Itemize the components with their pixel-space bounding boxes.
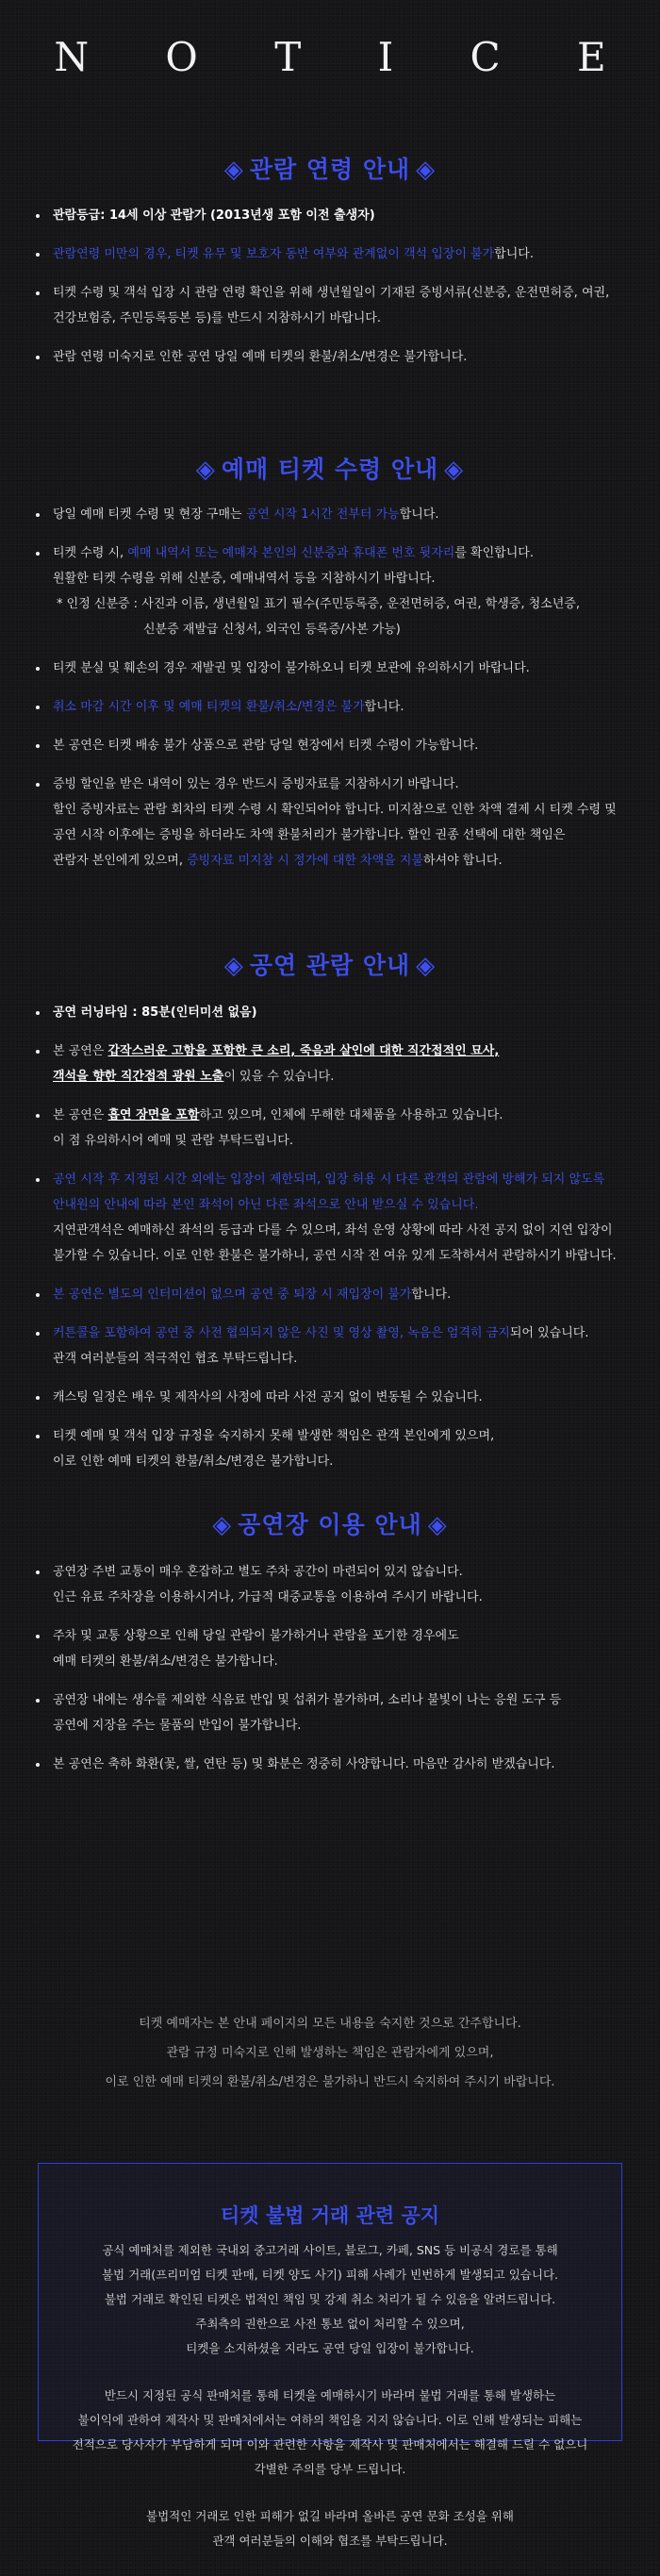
ticket-list xyxy=(34,502,628,887)
illegal-trade-notice-title: 티켓 불법 거래 관련 공지 xyxy=(220,2204,440,2227)
venue-list xyxy=(34,1559,628,1790)
list-item: 티켓 수령 및 객석 입장 시 관람 연령 확인을 위해 생년월일이 기재된 증빙서류(신분증, 운전면허증, 여권, 건강보험증, 주민등록등본 등)를 반드시 지참하시기 바랍니다. xyxy=(34,280,628,331)
list-item: 본 공연은 갑작스러운 고함을 포함한 큰 소리, 죽음과 살인에 대한 직간접적인 묘사, 객석을 향한 직간접적 광원 노출이 있을 수 있습니다. xyxy=(34,1039,628,1089)
diamond-icon: ◈ xyxy=(427,1511,448,1539)
list-item: 본 공연은 축하 화환(꽃, 쌀, 연탄 등) 및 화분은 정중히 사양합니다. 마음만 감사히 받겠습니다. xyxy=(34,1752,628,1777)
list-item: 본 공연은 티켓 배송 불가 상품으로 관람 당일 현장에서 티켓 수령이 가능합니다. xyxy=(34,733,628,758)
diamond-icon: ◈ xyxy=(416,952,437,980)
list-item: 티켓 분실 및 훼손의 경우 재발권 및 입장이 불가하오니 티켓 보관에 유의하시기 바랍니다. xyxy=(34,656,628,681)
section-heading-show: ◈ 공연 관람 안내 ◈ xyxy=(223,952,437,980)
illegal-trade-notice-body: 공식 예매처를 제외한 국내외 중고거래 사이트, 블로그, 카페, SNS 등 비공식 경로를 통해 불법 거래(프리미엄 티켓 판매, 티켓 양도 사기) 피해 사례가 빈번하게 발생되고 있습니다. 불법 거래로 확인된 티켓은 법적인 책임 및 강제 취소 처리가 될 수 있음을 알려드립니다. 주최측의 권한으로 사전 통보 없이 처리할 수 있으며, 티켓을 소지하셨을 지라도 공연 당일 입장이 불가합니다. 반드시 지정된 공식 판매처를 통해 티켓을 예매하시기 바라며 불법 거래를 통해 발생하는 불이익에 관하여 제작사 및 판매처에서는 여하의 책임을 지지 않습니다. 이로 인해 발생되는 피해는 전적으로 당사자가 부담하게 되며 이와 관련한 사항을 제작사 및 판매처에서는 해결해 드릴 수 없으니 각별한 주의를 당부 드립니다. 불법적인 거래로 인한 피해가 없길 바라며 올바른 공연 문화 조성을 위해 관객 여러분들의 이해와 협조를 부탁드립니다. xyxy=(72,2243,588,2548)
list-item: 티켓 예매 및 객석 입장 규정을 숙지하지 못해 발생한 책임은 관객 본인에게 있으며, 이로 인한 예매 티켓의 환불/취소/변경은 불가합니다. xyxy=(34,1423,628,1474)
list-item: 티켓 수령 시, 예매 내역서 또는 예매자 본인의 신분증과 휴대폰 번호 뒷자리를 확인합니다. 원활한 티켓 수령을 위해 신분증, 예매내역서 등을 지참하시기 바랍니다. * 인정 신분증 : 사진과 이름, 생년월일 표기 필수(주민등록증, 운전면허증, 여권, 학생증, 청소년증, 신분증 재발급 신청서, 외국인 등록증/사본 가능) xyxy=(34,540,628,642)
diamond-icon: ◈ xyxy=(212,1511,233,1539)
list-item: 관람등급: 14세 이상 관람가 (2013년생 포함 이전 출생자) xyxy=(34,203,628,228)
age-list xyxy=(34,203,628,383)
section-heading-venue: ◈ 공연장 이용 안내 ◈ xyxy=(212,1511,448,1539)
list-item: 본 공연은 별도의 인터미션이 없으며 공연 중 퇴장 시 재입장이 불가합니다. xyxy=(34,1282,628,1307)
list-item: 취소 마감 시간 이후 및 예매 티켓의 환불/취소/변경은 불가합니다. xyxy=(34,694,628,720)
list-item: 커튼콜을 포함하여 공연 중 사전 협의되지 않은 사진 및 영상 촬영, 녹음은 엄격히 금지되어 있습니다. 관객 여러분들의 적극적인 협조 부탁드립니다. xyxy=(34,1321,628,1371)
list-item: 당일 예매 티켓 수령 및 현장 구매는 공연 시작 1시간 전부터 가능합니다. xyxy=(34,502,628,527)
section-heading-age: ◈ 관람 연령 안내 ◈ xyxy=(223,156,437,184)
section-heading-ticket: ◈ 예매 티켓 수령 안내 ◈ xyxy=(195,456,465,484)
list-item: 관람 연령 미숙지로 인한 공연 당일 예매 티켓의 환불/취소/변경은 불가합니다. xyxy=(34,344,628,370)
diamond-icon: ◈ xyxy=(444,456,465,484)
list-item: 공연장 주변 교통이 매우 혼잡하고 별도 주차 공간이 마련되어 있지 않습니다. 인근 유료 주차장을 이용하시거나, 가급적 대중교통을 이용하여 주시기 바랍니다. xyxy=(34,1559,628,1610)
page-title: N O T I C E xyxy=(54,34,638,80)
show-list xyxy=(34,1000,628,1487)
list-item: 본 공연은 흡연 장면을 포함하고 있으며, 인체에 무해한 대체품을 사용하고 있습니다. 이 점 유의하시어 예매 및 관람 부탁드립니다. xyxy=(34,1103,628,1154)
diamond-icon: ◈ xyxy=(195,456,216,484)
diamond-icon: ◈ xyxy=(416,156,437,184)
footer-note: 티켓 예매자는 본 안내 페이지의 모든 내용을 숙지한 것으로 간주합니다. 관람 규정 미숙지로 인해 발생하는 책임은 관람자에게 있으며, 이로 인한 예매 티켓의 환불/취소/변경은 불가하니 반드시 숙지하여 주시기 바랍니다. xyxy=(105,2017,555,2089)
list-item: 공연 시작 후 지정된 시간 외에는 입장이 제한되며, 입장 허용 시 다른 관객의 관람에 방해가 되지 않도록 안내원의 안내에 따라 본인 좌석이 아닌 다른 좌석으로 안내 받으실 수 있습니다. 지연관객석은 예매하신 좌석의 등급과 다를 수 있으며, 좌석 운영 상황에 따라 사전 공지 없이 지연 입장이 불가할 수 있습니다. 이로 인한 환불은 불가하니, 공연 시작 전 여유 있게 도착하셔서 관람하시기 바랍니다. xyxy=(34,1167,628,1269)
list-item: 증빙 할인을 받은 내역이 있는 경우 반드시 증빙자료를 지참하시기 바랍니다. 할인 증빙자료는 관람 회차의 티켓 수령 시 확인되어야 합니다. 미지참으로 인한 차액 결제 시 티켓 수령 및 공연 시작 이후에는 증빙을 하더라도 차액 환불처리가 불가합니다. 할인 권종 선택에 대한 책임은 관람자 본인에게 있으며, 증빙자료 미지참 시 정가에 대한 차액을 지불하셔야 합니다. xyxy=(34,772,628,873)
list-item: 공연 러닝타임 : 85분(인터미션 없음) xyxy=(34,1000,628,1025)
list-item: 관람연령 미만의 경우, 티켓 유무 및 보호자 동반 여부와 관계없이 객석 입장이 불가합니다. xyxy=(34,241,628,267)
list-item: 주차 및 교통 상황으로 인해 당일 관람이 불가하거나 관람을 포기한 경우에도 예매 티켓의 환불/취소/변경은 불가합니다. xyxy=(34,1623,628,1674)
list-item: 공연장 내에는 생수를 제외한 식음료 반입 및 섭취가 불가하며, 소리나 불빛이 나는 응원 도구 등 공연에 지장을 주는 물품의 반입이 불가합니다. xyxy=(34,1687,628,1738)
diamond-icon: ◈ xyxy=(223,156,244,184)
diamond-icon: ◈ xyxy=(223,952,244,980)
list-item: 캐스팅 일정은 배우 및 제작사의 사정에 따라 사전 공지 없이 변동될 수 있습니다. xyxy=(34,1385,628,1410)
